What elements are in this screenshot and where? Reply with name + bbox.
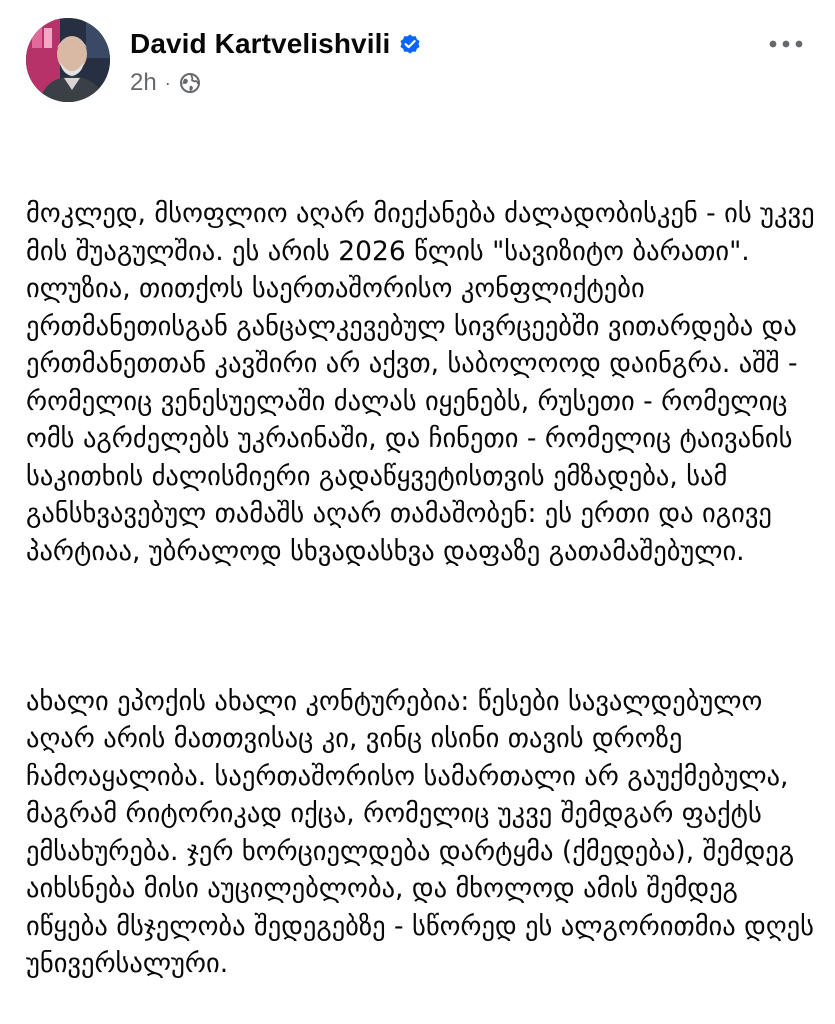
post-header [26, 18, 816, 108]
post-meta [130, 68, 422, 98]
verified-badge-icon [398, 32, 422, 56]
post-paragraph-2: ახალი ეპოქის ახალი კონტურებია: წესები სავალდებულო აღარ არის მათთვისაც კი, ვინც ისინი თავის დროზე ჩამოაყალიბა. საერთაშორისო სამართალი არ გაუქმებულა, მაგრამ რიტორიკად იქცა, რომელიც უკვე შემდგარ ფაქტს ემსახურება. ჯერ ხორციელდება დარტყმა (ქმედება), შემდეგ აიხსნება მისი აუცილებლობა, და მხოლოდ ამის შემდეგ იწყება მსჯელობა შედეგებზე - სწორედ ეს ალგორითმია დღეს უნივერსალური. [26, 685, 823, 979]
author-block [130, 26, 422, 98]
author-avatar[interactable] [26, 18, 110, 102]
author-row [130, 26, 422, 62]
avatar-photo-icon [26, 18, 110, 102]
more-options-button[interactable] [766, 32, 806, 56]
post-paragraph-1: მოკლედ, მსოფლიო აღარ მიექანება ძალადობისკენ - ის უკვე მის შუაგულშია. ეს არის 2026 წლის "სავიზიტო ბარათი". ილუზია, თითქოს საერთაშორისო კონფლიქტები ერთმანეთისგან განცალკევებულ სივრცეებში ვითარდება და ერთმანეთთან კავშირი არ აქვთ, საბოლოოდ დაინგრა. აშშ - რომელიც ვენესუელაში ძალას იყენებს, რუსეთი - რომელიც ომს აგრძელებს უკრაინაში, და ჩინეთი - რომელიც ტაივანის საკითხის ძალისმიერი გადაწყვეტისთვის ემზადება, სამ განსხვავებულ თამაშს აღარ თამაშობენ: ეს ერთი და იგივე პარტიაა, უბრალოდ სხვადასხვა დაფაზე გათამაშებული. [26, 198, 823, 567]
post-timestamp[interactable]: 2h [130, 69, 157, 96]
globe-icon[interactable] [179, 72, 201, 94]
more-horizontal-icon [768, 39, 804, 49]
author-name[interactable]: David Kartvelishvili [130, 28, 391, 59]
meta-separator: · [164, 72, 171, 93]
post-body [26, 120, 823, 1020]
